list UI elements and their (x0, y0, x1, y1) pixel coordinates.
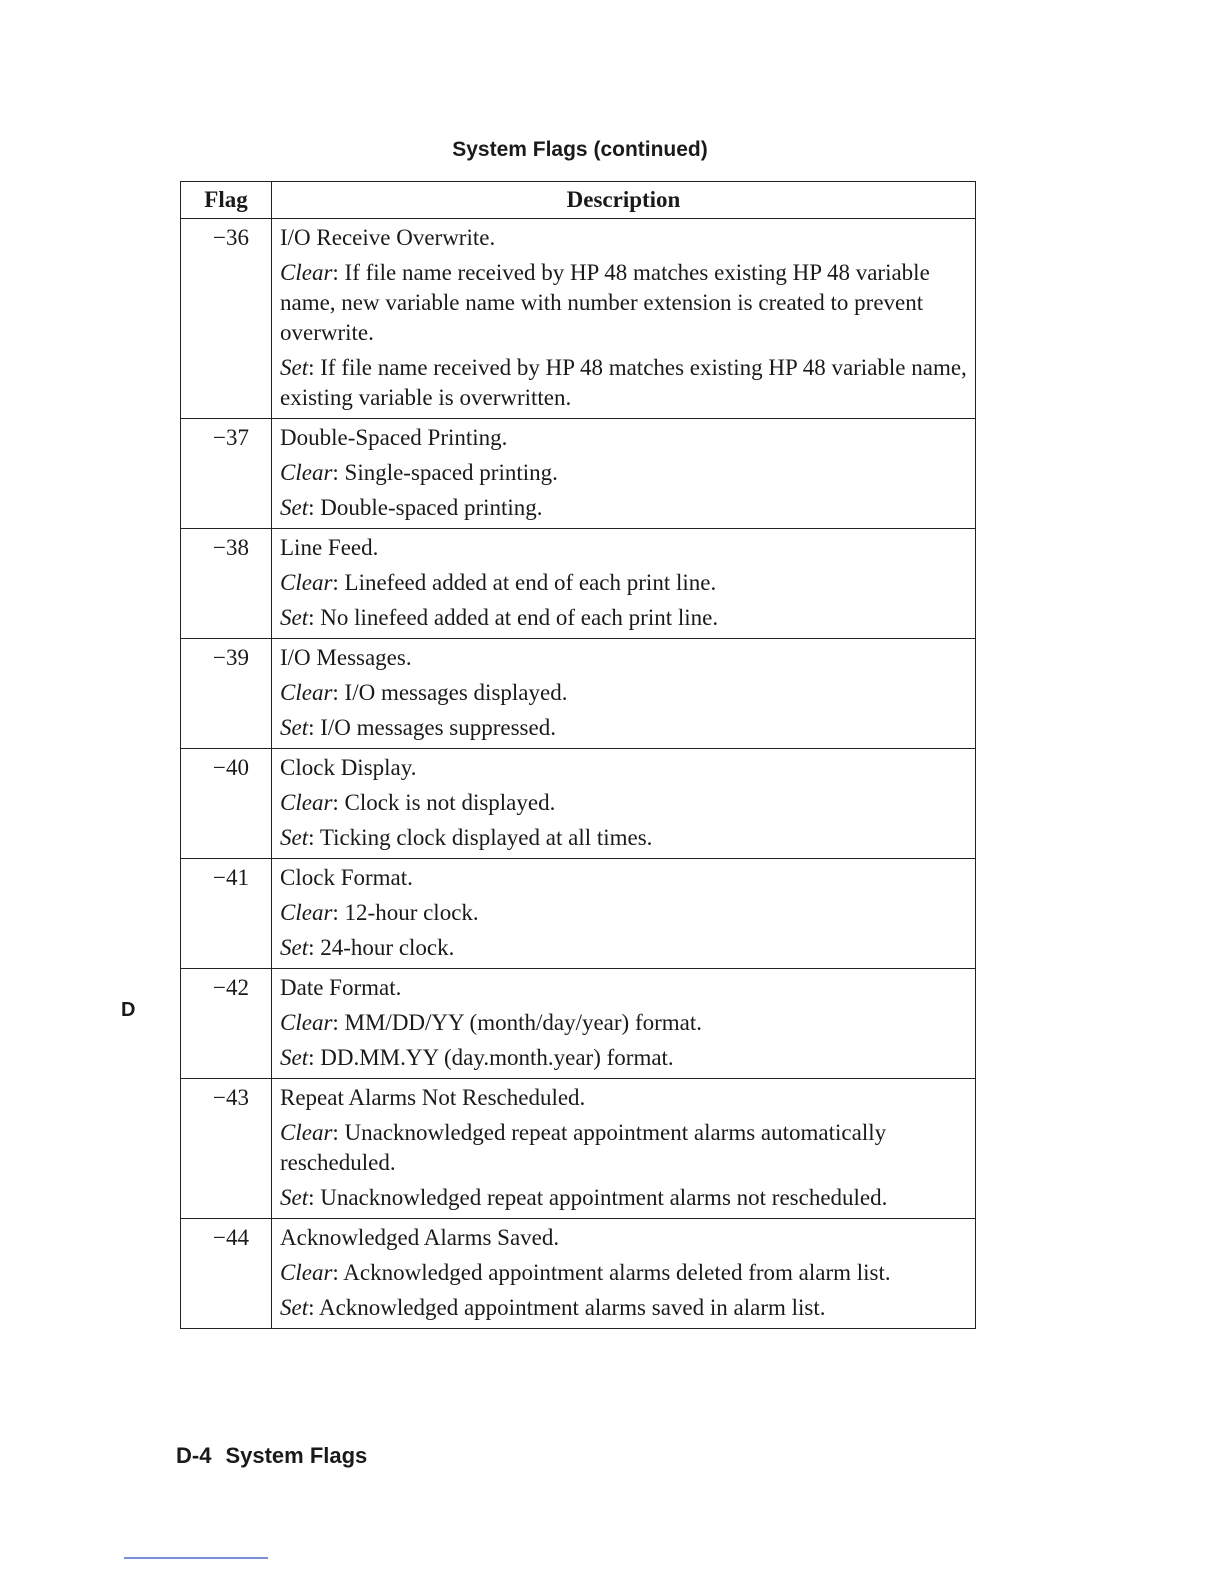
table-row (181, 219, 976, 419)
clear-description (280, 788, 967, 818)
column-header-description: Description (272, 182, 976, 219)
clear-description (280, 1258, 967, 1288)
set-text: : Ticking clock displayed at all times. (308, 825, 653, 850)
clear-text: : Acknowledged appointment alarms deleted from alarm list. (332, 1260, 891, 1285)
table-header-row (181, 182, 976, 219)
set-text: : DD.MM.YY (day.month.year) format. (308, 1045, 674, 1070)
flag-number: −36 (181, 219, 272, 419)
flag-heading: Clock Display. (280, 755, 417, 780)
set-label: Set (280, 1045, 309, 1070)
set-description (280, 493, 967, 523)
clear-description (280, 678, 967, 708)
flag-description (272, 969, 976, 1079)
set-label: Set (280, 1185, 309, 1210)
flag-description (272, 1079, 976, 1219)
flag-number: −39 (181, 639, 272, 749)
set-label: Set (280, 605, 309, 630)
set-description (280, 713, 967, 743)
set-label: Set (280, 1295, 309, 1320)
flag-heading: Acknowledged Alarms Saved. (280, 1225, 560, 1250)
flag-description (272, 529, 976, 639)
set-text: : No linefeed added at end of each print line. (308, 605, 719, 630)
flag-heading: Double-Spaced Printing. (280, 425, 508, 450)
table-row (181, 1079, 976, 1219)
set-text: : Acknowledged appointment alarms saved in alarm list. (308, 1295, 826, 1320)
clear-label: Clear (280, 570, 333, 595)
clear-text: : If file name received by HP 48 matches existing HP 48 variable name, new variable name with number extension is created to prevent overwrite. (280, 260, 930, 345)
table-body (181, 219, 976, 1329)
table-row (181, 749, 976, 859)
flag-description (272, 1219, 976, 1329)
page-number: D-4 (176, 1443, 212, 1468)
flag-heading: Line Feed. (280, 535, 379, 560)
bottom-rule (124, 1557, 268, 1559)
table-row (181, 1219, 976, 1329)
flag-number: −42 (181, 969, 272, 1079)
clear-text: : Clock is not displayed. (332, 790, 556, 815)
set-text: : Unacknowledged repeat appointment alarms not rescheduled. (308, 1185, 888, 1210)
clear-label: Clear (280, 680, 333, 705)
clear-description (280, 1008, 967, 1038)
section-tab-letter: D (121, 999, 136, 1021)
page-footer (176, 1443, 367, 1469)
set-description (280, 933, 967, 963)
clear-label: Clear (280, 1260, 333, 1285)
flag-number: −41 (181, 859, 272, 969)
clear-label: Clear (280, 790, 333, 815)
clear-label: Clear (280, 1010, 333, 1035)
set-label: Set (280, 935, 309, 960)
set-description (280, 1043, 967, 1073)
set-description (280, 1293, 967, 1323)
flag-number: −43 (181, 1079, 272, 1219)
flag-number: −40 (181, 749, 272, 859)
set-description (280, 1183, 967, 1213)
clear-description (280, 458, 967, 488)
flag-description (272, 639, 976, 749)
clear-text: : Single-spaced printing. (332, 460, 558, 485)
flag-number: −44 (181, 1219, 272, 1329)
clear-text: : 12-hour clock. (332, 900, 479, 925)
flag-description (272, 419, 976, 529)
clear-label: Clear (280, 460, 333, 485)
set-description (280, 353, 967, 413)
flag-heading: I/O Messages. (280, 645, 412, 670)
table-row (181, 859, 976, 969)
column-header-flag: Flag (181, 182, 272, 219)
set-label: Set (280, 495, 309, 520)
page-title: System Flags (continued) (452, 138, 708, 161)
clear-text: : MM/DD/YY (month/day/year) format. (332, 1010, 703, 1035)
set-label: Set (280, 825, 309, 850)
clear-description (280, 1118, 967, 1178)
clear-text: : I/O messages displayed. (332, 680, 568, 705)
flag-heading: Date Format. (280, 975, 402, 1000)
table-row (181, 639, 976, 749)
clear-description (280, 568, 967, 598)
flag-number: −37 (181, 419, 272, 529)
set-description (280, 603, 967, 633)
set-label: Set (280, 715, 309, 740)
set-text: : 24-hour clock. (308, 935, 455, 960)
clear-description (280, 898, 967, 928)
set-text: : Double-spaced printing. (308, 495, 543, 520)
table-row (181, 529, 976, 639)
clear-text: : Linefeed added at end of each print line. (332, 570, 717, 595)
clear-description (280, 258, 967, 348)
clear-label: Clear (280, 1120, 333, 1145)
flag-number: −38 (181, 529, 272, 639)
flag-description (272, 859, 976, 969)
flag-description (272, 749, 976, 859)
flag-heading: Repeat Alarms Not Rescheduled. (280, 1085, 586, 1110)
flag-description (272, 219, 976, 419)
table-row (181, 419, 976, 529)
flag-heading: I/O Receive Overwrite. (280, 225, 496, 250)
set-text: : I/O messages suppressed. (308, 715, 556, 740)
footer-section-title: System Flags (225, 1443, 368, 1468)
set-description (280, 823, 967, 853)
table-row (181, 969, 976, 1079)
set-label: Set (280, 355, 309, 380)
set-text: : If file name received by HP 48 matches existing HP 48 variable name, existing variable is overwritten. (280, 355, 967, 410)
clear-text: : Unacknowledged repeat appointment alarms automatically rescheduled. (280, 1120, 887, 1175)
clear-label: Clear (280, 260, 333, 285)
system-flags-table (180, 181, 976, 1329)
clear-label: Clear (280, 900, 333, 925)
flag-heading: Clock Format. (280, 865, 413, 890)
